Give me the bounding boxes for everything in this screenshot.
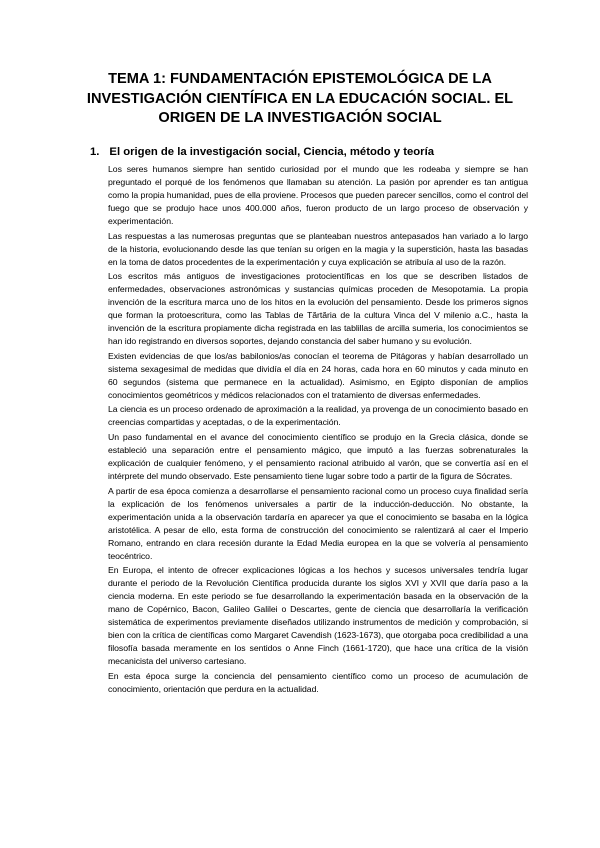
paragraph: En Europa, el intento de ofrecer explicaciones lógicas a los hechos y sucesos universales tendría lugar durante el periodo de la Revolución Científica producida durante los siglos XVI y XVII que daría paso a la ciencia moderna. En este periodo se fue desarrollando la experimentación basada en la observación de la mano de Copérnico, Bacon, Galileo Galilei o Descartes, gente de ciencia que desarrollaría la verificación sistemática de experimentos previamente diseñados utilizando instrumentos de medición y comprobación, si bien con la crítica de científicas como Margaret Cavendish (1623-1673), que otorgaba poca credibilidad a una filosofía basada meramente en los sentidos o Anne Finch (1661-1720), que hace una crítica de la visión mecanicista del universo cartesiano. bbox=[108, 565, 528, 667]
paragraph: La ciencia es un proceso ordenado de aproximación a la realidad, ya provenga de un conocimiento basado en creencias compartidas y aceptadas, o de la experimentación. bbox=[108, 404, 528, 428]
section-heading bbox=[90, 145, 530, 159]
paragraph: Los seres humanos siempre han sentido curiosidad por el mundo que les rodeaba y siempre se han preguntado el porqué de los fenómenos que llamaban su atención. La pasión por aprender es tan antigua como la propia humanidad, pues de ella proviene. Procesos que pueden parecer sencillos, como el control del fuego que se produjo hace unos 400.000 años, fueron producto de un largo proceso de observación y experimentación. bbox=[108, 164, 528, 226]
paragraph: Las respuestas a las numerosas preguntas que se planteaban nuestros antepasados han variado a lo largo de la historia, evolucionando desde las que tenían su origen en la magia y la superstición, hasta las basadas en la toma de datos procedentes de la experimentación y cuya explicación se atribuía al uso de la razón. bbox=[108, 230, 528, 267]
paragraph: En esta época surge la conciencia del pensamiento científico como un proceso de acumulación de conocimiento, orientación que perdura en la actualidad. bbox=[108, 670, 528, 694]
document-title: TEMA 1: FUNDAMENTACIÓN EPISTEMOLÓGICA DE LA INVESTIGACIÓN CIENTÍFICA EN LA EDUCACIÓN SOCIAL. EL ORIGEN DE LA INVESTIGACIÓN SOCIAL bbox=[86, 71, 514, 126]
section-body bbox=[108, 163, 528, 697]
section-number: 1. bbox=[90, 146, 100, 158]
paragraph: Un paso fundamental en el avance del conocimiento científico se produjo en la Grecia clásica, donde se estableció una separación entre el pensamiento mágico, que imputó a las fuerzas sobrenaturales la explicación de cualquier fenómeno, y el pensamiento racional atribuido al varón, que se convertía así en el intérprete del mundo observado. Este pensamiento tiene lugar sobre todo a partir de la figura de Sócrates. bbox=[108, 431, 528, 481]
section-title: El origen de la investigación social, Ciencia, método y teoría bbox=[109, 146, 434, 158]
paragraph: A partir de esa época comienza a desarrollarse el pensamiento racional como un proceso cuya finalidad sería la explicación de los fenómenos universales a partir de la inducción-deducción. No obstante, la experimentación unida a la observación tardaría en aparecer ya que el conocimiento se basaba en la lógica aristotélica. A pesar de ello, esta forma de construcción del conocimiento se ralentizará al caer el Imperio Romano, entrando en clara recesión durante la Edad Media europea en la que se volvería al pensamiento teocéntrico. bbox=[108, 485, 528, 561]
paragraph: Existen evidencias de que los/as babilonios/as conocían el teorema de Pitágoras y habían desarrollado un sistema sexagesimal de medidas que dividía el día en 24 horas, cada hora en 60 minutos y cada minuto en 60 segundos (sistema que permanece en la actualidad). Asimismo, en Egipto disponían de amplios conocimientos geométricos y médicos relacionados con el tratamiento de diversas enfermedades. bbox=[108, 350, 528, 400]
paragraph: Los escritos más antiguos de investigaciones protocientíficas en los que se describen listados de enfermedades, observaciones astronómicas y sustancias químicas proceden de Mesopotamia. La propia invención de la escritura marca uno de los hitos en la evolución del pensamiento. Desde los primeros signos que forman la protoescritura, como las Tablas de Tărtăria de la cultura Vinca del V milenio a.C., hasta la invención de la escritura propiamente dicha registrada en las tablillas de arcilla sumeria, los conocimientos se han ido registrando en diversos soportes, dejando constancia del saber humano y su evolución. bbox=[108, 271, 528, 347]
